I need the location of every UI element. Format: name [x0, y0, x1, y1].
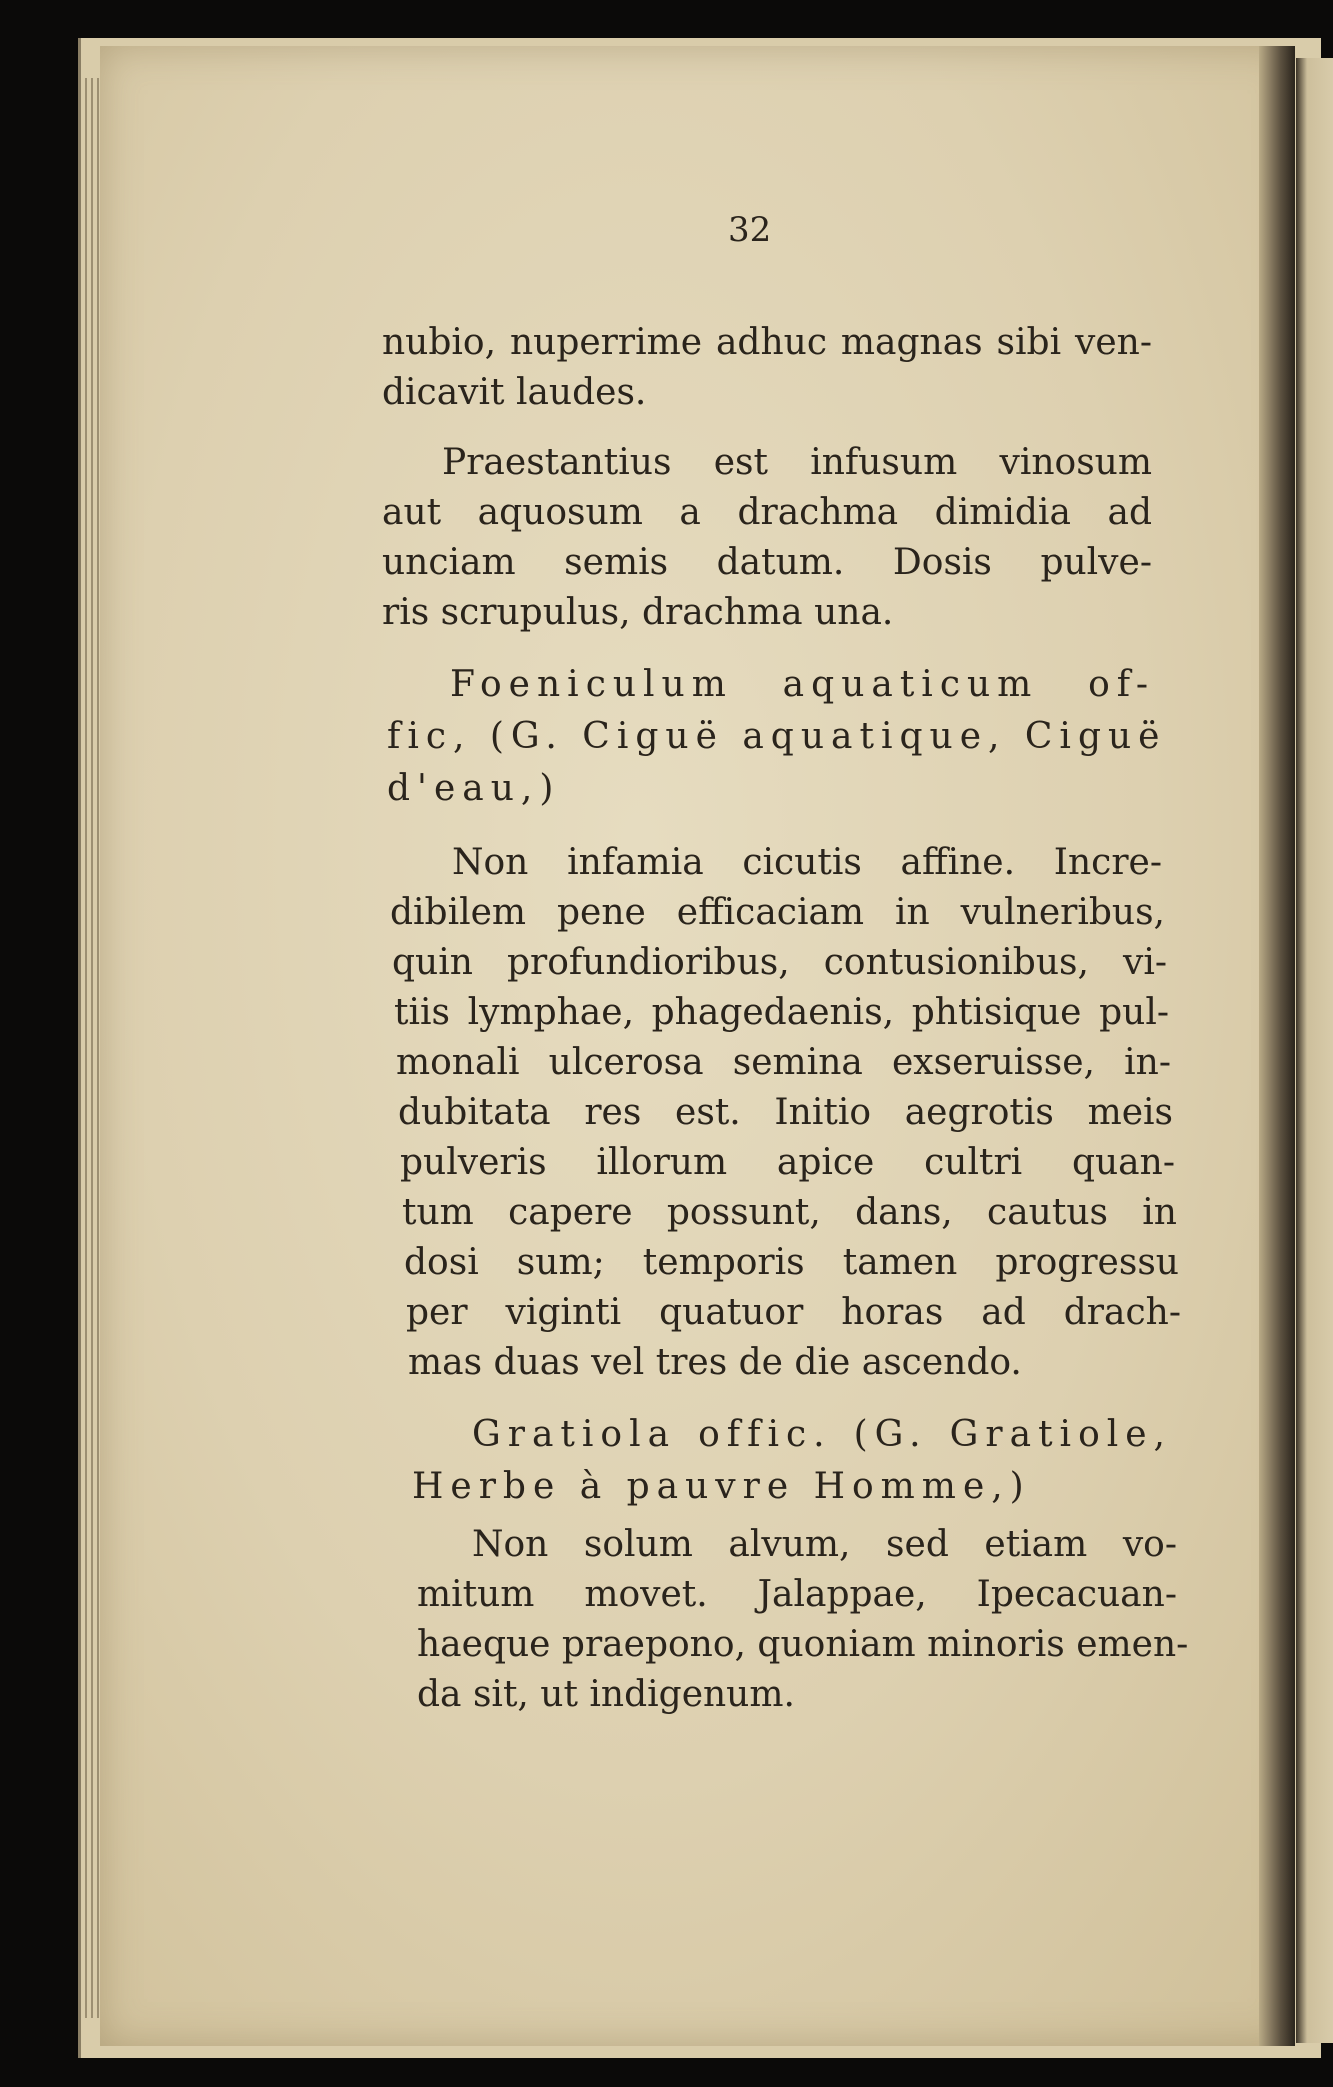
text-line: Non infamia cicutis affine. Incre- — [452, 842, 1162, 883]
heading-line: Foeniculum aquaticum of- — [450, 664, 1155, 705]
text-line: dosi sum; temporis tamen progressu — [404, 1242, 1179, 1283]
text-line: unciam semis datum. Dosis pulve- — [382, 542, 1152, 583]
text-line: dubitata res est. Initio aegrotis meis — [398, 1092, 1173, 1133]
text-line: tiis lymphae, phagedaenis, phtisique pul- — [394, 992, 1169, 1033]
heading-line: Herbe à pauvre Homme,) — [412, 1466, 1031, 1507]
heading-line: d'eau,) — [387, 768, 561, 809]
text-line: monali ulcerosa semina exseruisse, in- — [396, 1042, 1171, 1083]
text-line: nubio, nuperrime adhuc magnas sibi ven- — [382, 322, 1152, 363]
text-line: ris scrupulus, drachma una. — [382, 592, 894, 633]
page-edge-line — [91, 78, 93, 2018]
page-number: 32 — [728, 210, 772, 250]
page-edge-line — [97, 78, 99, 2018]
text-line: pulveris illorum apice cultri quan- — [400, 1142, 1175, 1183]
book-gutter — [1259, 46, 1295, 2046]
heading-line: Gratiola offic. (G. Gratiole, — [472, 1414, 1172, 1455]
text-line: Non solum alvum, sed etiam vo- — [472, 1524, 1177, 1565]
text-line: quin profundioribus, contusionibus, vi- — [392, 942, 1167, 983]
text-line: mitum movet. Jalappae, Ipecacuan- — [417, 1574, 1177, 1615]
facing-page-edge — [1296, 58, 1333, 2043]
heading-line: fic, (G. Ciguë aquatique, Ciguë — [387, 716, 1167, 757]
text-line: Praestantius est infusum vinosum — [442, 442, 1152, 483]
text-line: tum capere possunt, dans, cautus in — [402, 1192, 1177, 1233]
text-line: dibilem pene efficaciam in vulneribus, — [390, 892, 1165, 933]
text-line: haeque praepono, quoniam minoris emen- — [417, 1624, 1189, 1665]
page-edge-line — [85, 78, 87, 2018]
text-line: da sit, ut indigenum. — [417, 1674, 795, 1715]
text-line: dicavit laudes. — [382, 372, 647, 413]
text-line: mas duas vel tres de die ascendo. — [408, 1342, 1022, 1383]
text-line: per viginti quatuor horas ad drach- — [406, 1292, 1181, 1333]
text-line: aut aquosum a drachma dimidia ad — [382, 492, 1152, 533]
